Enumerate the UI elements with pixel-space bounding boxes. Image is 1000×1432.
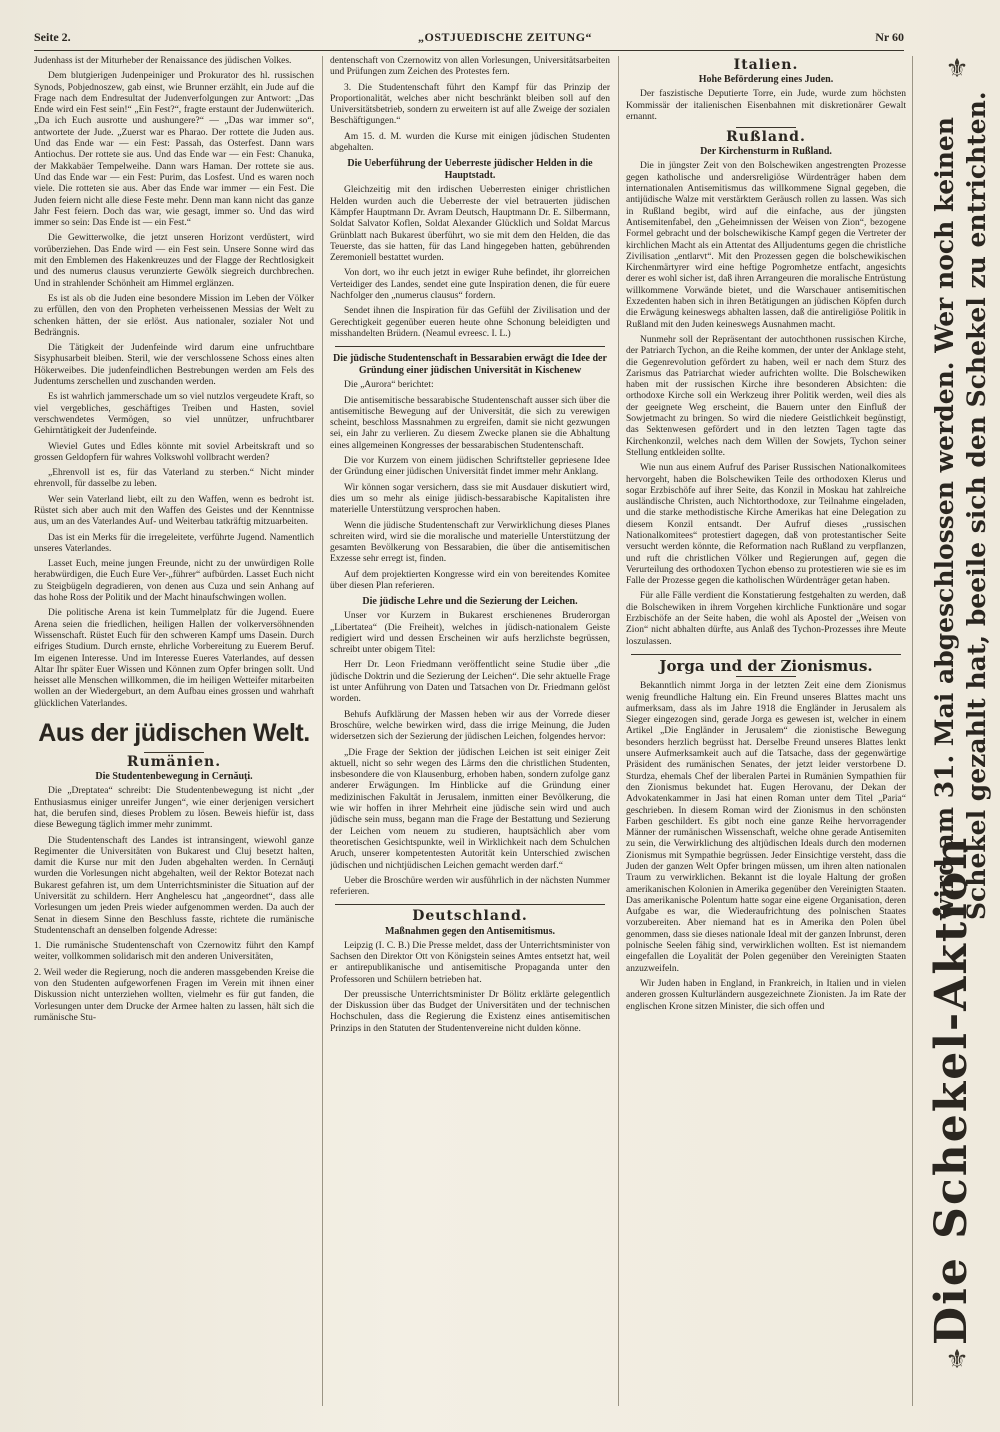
paragraph: Sendet ihnen die Inspiration für das Gefühl der Zivilisation und der Gerechtigkeit gegenüber eueren heute ohne Schonung beleidigten und misshandelten Brüdern. (Neamul evreesc. I. L.) xyxy=(330,306,610,339)
paragraph: Unser vor Kurzem in Bukarest erschienenes Bruderorgan „Libertatea“ (Die Freiheit), welches in jüdisch-nationalem Geiste redigiert wird und dessen Erscheinen wir aufs herzlichste begrüssen, schreibt unter obigem Titel: xyxy=(330,611,610,656)
paragraph: Judenhass ist der Miturheber der Renaissance des jüdischen Volkes. xyxy=(34,56,292,66)
paragraph: Herr Dr. Leon Friedmann veröffentlicht seine Studie über „die jüdische Doktrin und die Sezierung der Leichen“. Die sehr aktuelle Frage ist unter Anführung von Daten und Tatsachen von Dr. Friedmann gelöst worden. xyxy=(330,660,610,705)
banner-line-2 xyxy=(962,91,991,920)
paragraph: Das ist ein Merks für die irregeleitete, verführte Jugend. Namentlich unseres Vaterlandes. xyxy=(34,532,314,554)
section-heading-juedische-welt: Aus der jüdischen Welt. xyxy=(38,719,310,748)
paragraph: Der preussische Unterrichtsminister Dr Bölitz erklärte gelegentlich der Diskussion über das Budget der Universitäten und der technischen Hochschulen, dass die Regierung die Existenz eines antisemitischen Prinzips in den Statuten der Studentenvereine nicht dulden könne. xyxy=(330,989,610,1034)
paragraph: Wir Juden haben in England, in Frankreich, in Italien und in vielen anderen grossen Kulturländern ausgezeichnete Zionisten. Ja im Rate der englischen Krone sitzen Minister, die sich offen und xyxy=(626,978,906,1012)
list-item: 2. Weil weder die Regierung, noch die anderen massgebenden Kreise die von den Studenten aufgeworfenen Fragen im Verein mit ihnen einer Diskussion nicht unterziehen wollten, vielmehr es für gut fanden, die Vorlesungen unter dem Drucke der Armee halten zu lassen, hält sich die rumänische Stu- xyxy=(34,967,314,1023)
banner-title: Die Schekel-Aktion xyxy=(926,835,977,1345)
divider xyxy=(631,654,901,655)
column-divider xyxy=(322,56,323,1406)
article-subheading: Hohe Beförderung eines Juden. xyxy=(698,74,834,86)
paragraph: Die in jüngster Zeit von den Bolschewiken angestrengten Prozesse gegen katholische und andersreligiöse Würdenträger haben dem internationalen Antisemitismus das willkommene Signal gegeben, die antijüdische Walze mit verstärktem Geräusch rollen zu lassen. Was sich in Rußland begibt, wird auf die einfache, aus der jüngsten Antisemitenfabel, den „Geheimnissen der Weisen von Zion“, bezogene Formel gebracht und der bolschewikische Kampf gegen die Vertreter der kirchlichen Macht als ein Attentat des Alljudentums gegen die christliche Zivilisation „entlarvt“. Mit den Prozessen gegen die bolschewikischen Kirchenmärtyrer wird eine heftige Pogromhetze entfacht, angesichts derer es wohl sicher ist, daß ihren Arrangeuren die moralische Entrüstung willkommene Vorwände bietet, und die Warschauer antisemitischen Exzedenten haben sich in ihren Betätigungen an jüdischen Köpfen durch die Erwägung keineswegs abhalten lassen, daß die antireligiöse Politik in Rußland mit den Juden keineswegs Ausnahmen macht. xyxy=(626,161,906,330)
paragraph: 3. Die Studentenschaft führt den Kampf für das Prinzip der Proportionalität, welches aber nicht beschränkt bleiben soll auf den Universitätsbetrieb, sondern zu erweitern ist auf alle Zweige der sozialen Beschäftigungen.“ xyxy=(330,82,610,127)
issue-number: Nr 60 xyxy=(875,30,904,44)
paragraph: Der faszistische Deputierte Torre, ein Jude, wurde zum höchsten Kommissär der italienischen Eisenbahnen mit diskretionärer Gewalt ernannt. xyxy=(626,89,906,122)
article-heading: Die jüdische Lehre und die Sezierung der Leichen. xyxy=(362,596,578,608)
paragraph: Leipzig (I. C. B.) Die Presse meldet, dass der Unterrichtsminister von Sachsen den Direktor Ott von Königstein seines Amtes entsetzt hat, weil er antirepublikanische und antisemitische Propaganda unter den Professoren und Schülern betrieben hat. xyxy=(330,940,610,985)
paragraph: Für alle Fälle verdient die Konstatierung festgehalten zu werden, daß die Bolschewiken in ihrem Vorgehen kirchliche Funktionäre und sogar Erzbischöfe an der Seite haben, die wohl als Apostel der „Weisen von Zion“ nicht abhalten dürfte, aus Anlaß des Tychon-Prozesses ihre Meute loszulassen. xyxy=(626,591,906,647)
paragraph: Wenn die jüdische Studentenschaft zur Verwirklichung dieses Planes schreiten wird, wird sie die moralische und materielle Unterstützung der gesamten Bevölkerung von Bessarabien, die über die antisemitischen Exzesse sehr erregt ist, finden. xyxy=(330,520,610,565)
paragraph: Die Gewitterwolke, die jetzt unseren Horizont verdüstert, wird vorüberziehen. Das Ende wird — ein Fest sein. Unsere Sonne wird das mit den Emblemen des Hakenkreuzes und der Flagge der Rechtlosigkeit und des numerus clausus verunzierte Gewölk siegreich durchbrechen. Und in strahlender Schönheit am Himmel erglänzen. xyxy=(34,233,314,289)
banner-line-1 xyxy=(930,117,959,920)
paragraph: Es ist als ob die Juden eine besondere Mission im Leben der Völker zu erfüllen, den von den Propheten verheissenen Messias der Welt zu schenken hätten, der sie erlöst. Aus nationaler, sozialer Not und Bedrängnis. xyxy=(34,293,314,338)
paragraph: Wer sein Vaterland liebt, eilt zu den Waffen, wenn es bedroht ist. Rüstet sich aber auch mit den Waffen des Geistes und der Kenntnisse aus, um an des Vaterlandes Auf- und Weiterbau tatkräftig mitzuarbeiten. xyxy=(34,494,314,528)
article-heading: Die jüdische Studentenschaft in Bessarabien erwägt die Idee der Gründung einer jüdischen Universität in Kischenew xyxy=(333,353,607,377)
column-1 xyxy=(34,56,314,1416)
country-heading-deutschland: Deutschland. xyxy=(412,908,528,925)
column-divider xyxy=(618,56,619,1406)
column-divider xyxy=(912,56,913,1406)
article-heading: Die Ueberführung der Ueberreste jüdischer Helden in die Hauptstadt. xyxy=(347,158,593,182)
divider xyxy=(736,127,796,128)
paragraph: Wie nun aus einem Aufruf des Pariser Russischen Nationalkomitees hervorgeht, haben die Bolschewiken Teile des orthodoxen Klerus und sogar Erzbischöfe auf ihrer Seite, das Konzil in Moskau hat zahlreiche ausländische Christen, auch Nichtorthodoxe, zur Teilnahme eingeladen, und die starke methodistische Kirche Amerikas hat eine Delegation zu diesem Konzil entsandt. Der Aufruf dieses „russischen Nationalkomitees“ protestiert dagegen, daß von protestantischer Seite versucht werden könnte, die Reformation nach Rußland zu verpflanzen, und ruft die christlichen Völker und Regierungen auf, gegen die Verurteilung des orthodoxen Tychon ebenso zu protestieren wie sie es im Falle der Prozesse gegen die katholischen Würdenträger getan haben. xyxy=(626,463,906,587)
paragraph: Behufs Aufklärung der Massen heben wir aus der Vorrede dieser Broschüre, welche bewirken wird, dass die irrige Meinung, die Juden widersetzen sich der Sezierung der jüdischen Leichen, folgendes hervor: xyxy=(330,709,610,743)
page-number: Seite 2. xyxy=(34,30,71,44)
paragraph: Wir können sogar versichern, dass sie mit Ausdauer diskutiert wird, dies um so mehr als einige jüdisch-bessarabische Kapitalisten ihre materielle Unterstützung versprochen haben. xyxy=(330,482,610,516)
ornament-icon: ⚜ xyxy=(945,1345,969,1375)
paragraph: Die vor Kurzem von einem jüdischen Schriftsteller gepriesene Idee der Gründung einer jüdischen Universität findet immer mehr Anklang. xyxy=(330,456,610,478)
paragraph: dentenschaft von Czernowitz von allen Vorlesungen, Universitätsarbeiten und Prüfungen zum Zeichen des Protestes fern. xyxy=(330,56,610,78)
article-subheading: Die Studentenbewegung in Cernăuţi. xyxy=(95,771,253,783)
paragraph: „Die Frage der Sektion der jüdischen Leichen ist seit einiger Zeit aktuell, nicht so sehr wegen des Lärms den die christlichen Studenten, insbesondere die von Klausenburg, erhoben haben, sondern zufolge ganz anderer Erwägungen. Im Hinblicke auf die Gründung einer medizinischen Fakultät in Jerusalem, inmitten einer Bevölkerung, die wie wir hoffen in ihrer Mehrheit eine jüdische sein wird und auch jüdische sein muss, begann man die Frage der Bestattung und Sezierung der Leichen vom neuem zu studieren, hauptsächlich aber vom theoretischen Gesichtspunkte, weil in Wirklichkeit nach dem Schulchen Aruch, unserer kompetentesten Autorität kein Unterschied zwischen jüdischen und nichtjüdischen Leichen gemacht werden darf.“ xyxy=(330,747,610,871)
paragraph: Die Studentenschaft des Landes ist intransingent, wiewohl ganze Regimenter die Universitäten von Bukarest und Cluj besetzt halten, damit die Kurse nur mit den Juden abgehalten werden. In Cernăuţi wurden die Vorlesungen nicht abgehalten, weil der Rektor Botezat nach Bukarest gefahren ist, um dem Unterrichtsminister die Situation auf der Universität zu schildern. Herr Anghelescu hat „angeordnet“, dass alle Vorlesungen um jeden Preis wieder aufgenommen werden. Da auch der Senat in diesem Sinne den Beschluss fasste, richtete die rumänische Studentenschaft an denselben folgende Adresse: xyxy=(34,835,314,936)
paragraph: Die politische Arena ist kein Tummelplatz für die Jugend. Euere Arena seien die friedlichen, heiligen Hallen der volkerversöhnenden Wissenschaft. Rüstet Euch für den schweren Kampf ums Dasein. Durch eifriges Studium. Durch ernste, ehrliche Vorbereitung zu Euerem Beruf. Im eigenen Interesse. Und im Interesse Eueres Vaterlandes, auf dessen Altar Ihr später Euer Wissen und Können zum Opfer bringen sollt. Und heisset alle Menschen willkommen, die im heiligen Wetteifer mitarbeiten wollen an der Wiedergeburt, an dem Aufbau eines grossen und wahrhaft glücklichen Vaterlandes. xyxy=(34,608,314,709)
column-3 xyxy=(626,56,906,1416)
paragraph: Die antisemitische bessarabische Studentenschaft ausser sich über die antisemitische Bewegung auf der Universität, die sich zu verewigen scheint, beschloss Massnahmen zu ergreifen, damit sie nicht gezwungen sei, ein Jahr zu verlieren. Zu diesem Zwecke planen sie die Abhaltung eines allgemeinen Kongresses der bessarabischen Studentenschaft. xyxy=(330,395,610,451)
paragraph: Am 15. d. M. wurden die Kurse mit einigen jüdischen Studenten abgehalten. xyxy=(330,131,610,154)
paragraph: Dem blutgierigen Judenpeiniger und Prokurator des hl. russischen Synods, Pobjednoszew, gab einst, wie Brunner erzählt, ein Jude auf die Frage nach dem Endresultat der Judenverfolgungen zur Antwort: „Das Ende wird ein Fest sein!“ „Ein Fest?“, fragte erstaunt der Judenwüterich. „Da ich Euch ausrotte und aushungere?“ — „Das war immer so“, antwortete der Jude. „Zuerst war es Pharao. Der rottete die Juden aus. Und das Ende war — ein Fest: Passah, das Osterfest. Dann wars Antiochus. Der rottete sie aus. Und das Ende war — ein Fest: Chanuka, der Makkabäer Tempelweihe. Dann wars Haman. Der rottete sie aus. Und das Ende war — ein Fest: Purim, das Losfest. Und es waren noch viele. Die rotteten sie aus. Aber das Ende war immer — ein Fest. Die Juden feiern nicht alle diese Feste mehr. Denn man kann nicht das ganze Jahr Fest feiern. Doch das war, wie gesagt, immer so. Und das wird immer so sein: Das Ende ist — ein Fest.“ xyxy=(34,71,314,229)
banner-line-2-text: Schekel gezahlt hat, beeile sich den Schekel zu entrichten. xyxy=(962,91,991,920)
ornament-icon: ⚜ xyxy=(945,54,969,84)
divider xyxy=(144,752,204,753)
paragraph: Lasset Euch, meine jungen Freunde, nicht zu der unwürdigen Rolle herabwürdigen, die Euch Eure Ver-„führer“ aufbürden. Lasset Euch nicht zu Steigbügeln degradieren, von denen aus Cuza und sein Anhang auf das hohe Ross der Politik und der Macht hinaufschwingen wollen. xyxy=(34,559,314,604)
paragraph: Gleichzeitig mit den irdischen Ueberresten einiger christlichen Helden wurden auch die Ueberreste der viel betrauerten jüdischen Kämpfer Hauptmann Dr. Avram Deutsch, Hauptmann Dr. E. Silbermann, Soldat Salvator Koflen, Soldat Alexander Glücklich und Soldat Marcus Grünblatt nach Bukarest überführt, wo sie mit dem den Helden, die das Teuerste, das sie hatten, für das Land hingegeben hatten, gebührenden Zeremoniell bestattet wurden. xyxy=(330,185,610,264)
article-subheading: Maßnahmen gegen den Antisemitismus. xyxy=(384,925,555,937)
list-item: 1. Die rumänische Studentenschaft von Czernowitz führt den Kampf weiter, vollkommen solidarisch mit den anderen Universitäten, xyxy=(34,941,314,963)
newspaper-title: „OSTJUEDISCHE ZEITUNG“ xyxy=(418,30,593,44)
paragraph: Die „Dreptatea“ schreibt: Die Studentenbewegung ist nicht „der Enthusiasmus einiger unreifer Jungen“, wie einer derjenigen versichert hat, die berufen sind, dieses Problem zu lösen. Beweis hiefür ist, dass diese Bewegung täglich immer mehr zunimmt. xyxy=(34,786,314,831)
article-title-jorga: Jorga und der Zionismus. xyxy=(659,656,873,675)
column-2 xyxy=(330,56,610,1416)
paragraph: Von dort, wo ihr euch jetzt in ewiger Ruhe befindet, ihr glorreichen Verteidiger des Landes, sendet eine gute Inspiration denen, die für euere Nachfolger den „numerus clausus“ fordern. xyxy=(330,268,610,302)
paragraph: Die Tätigkeit der Judenfeinde wird darum eine unfruchtbare Sisyphusarbeit bleiben. Steril, wie der verschlossene Schoss eines alten Hökerweibes. Die judenfeindlichen Bestrebungen werden am Fels des Judentums zerschellen und zuschanden werden. xyxy=(34,343,314,388)
country-heading-rumaenien: Rumänien. xyxy=(126,754,222,771)
divider xyxy=(335,904,605,905)
paragraph: Auf dem projektierten Kongresse wird ein von bereitendes Komitee über diesen Plan referieren. xyxy=(330,569,610,591)
paragraph: Ueber die Broschüre werden wir ausführlich in der nächsten Nummer referieren. xyxy=(330,875,610,898)
article-subheading: Der Kirchensturm in Rußland. xyxy=(700,146,832,158)
paragraph: Wieviel Gutes und Edles könnte mit soviel Arbeitskraft und so grossen Geldopfern für wahres Volkswohl vollbracht werden? xyxy=(34,441,314,463)
paragraph: „Ehrenvoll ist es, für das Vaterland zu sterben.“ Nicht minder ehrenvoll, für dasselbe zu leben. xyxy=(34,468,314,490)
divider xyxy=(335,346,605,347)
country-heading-russland: Rußland. xyxy=(726,129,806,146)
divider xyxy=(736,676,796,677)
banner-line-1-text: wird am 31. Mai abgeschlossen werden. Wer noch keinen xyxy=(930,117,959,920)
country-heading-italien: Italien. xyxy=(733,57,799,73)
paragraph: Es ist wahrlich jammerschade um so viel nutzlos vergeudete Kraft, so viel vergebliches, geschäftiges Treiben und Hasten, soviel verschwendetes Vermögen, so viel unnützer, unfruchtbarer Gehirntätigkeit der Judenfeinde. xyxy=(34,392,314,437)
paragraph: Die „Aurora“ berichtet: xyxy=(344,380,434,391)
paragraph: Bekanntlich nimmt Jorga in der letzten Zeit eine dem Zionismus wenig freundliche Haltung ein. Ein Freund unseres Blattes macht uns aufmerksam, dass als im Jahre 1918 die Engländer in Jerusalem als Sieger eingezogen sind, gerade Jorga es gewesen ist, welcher in einem Artikel „Die Engländer in Jerusalem“ die zionistische Bewegung besonders herzlich begrüsst hat. Derselbe Freund unseres Blattes lenkt unsere Aufmerksamkeit auch auf die Tatsache, dass der gegenwärtige Präsident des rumänischen Senates, der jetzt leider verstorbene D. Sturdza, ehemals Chef der liberalen Partei in Rumänien Sympathien für den Zionismus bekundet hat. Eugen Herovanu, der Dekan der Advokatenkammer in Jasi hat einen Roman unter dem Titel „Paria“ geschrieben. In diesem Roman wird der Zionismus in den schönsten Farben geschildert. Es gibt noch eine ganze Reihe hervorragender Männer der rumänischen Wissenschaft, welche ohne gerade Antisemiten zu sein, die Verwirklichung des altjüdischen Ideals durch den modernen Zionismus mit Sympathie begrüssen. Jeder Einsichtige versteht, dass die Juden der ganzen Welt Opfer bringen müssen, um ihren alten nationalen Traum zu verwirklichen. Bekannt ist die loyale Haltung der großen amerikanischen Kolonien in Amerika gegenüber den Vereinigten Staaten. Das amerikanische Polentum hatte sogar eine eigene Organisation, deren Aufgabe es war, die Wiederaufrichtung des polnischen Staates vorzubereiten. Aber niemand hat es in Amerika den Polen übel genommen, dass sie dieses nationale Ideal mit der ganzen Inbrunst, deren polnische Seelen fähig sind, verwirklichen wollten. Est ist niemandem eingefallen die Loyalität der Polen gegenüber den Vereinigten Staaten anzuzweifeln. xyxy=(626,681,906,974)
page-header xyxy=(34,28,904,51)
paragraph: Nunmehr soll der Repräsentant der autochthonen russischen Kirche, der Patriarch Tychon, an die Reihe kommen, der unter der Anklage steht, die Gegenrevolution gefördert zu haben, weil er nach dem Sturz des Zarismus das Patriarchat wieder aufrichten wollte. Die Bolschewiken haben mit der russischen Kirche ihre besonderen Absichten: die orthodoxe Kirche soll ein Werkzeug ihrer Politik werden, weil dies als der geeignete Weg erscheint, die Bauern unter den Einfluß der Sowjetmacht zu bringen. So wird die niedere Geistlichkeit begünstigt, das Sektenwesen gefördert und in den letzten Tagen tagte das Kirchenkonzil, welches nach dem Willen der Sowjets, Tychon seiner Stellung entkleiden sollte. xyxy=(626,334,906,458)
